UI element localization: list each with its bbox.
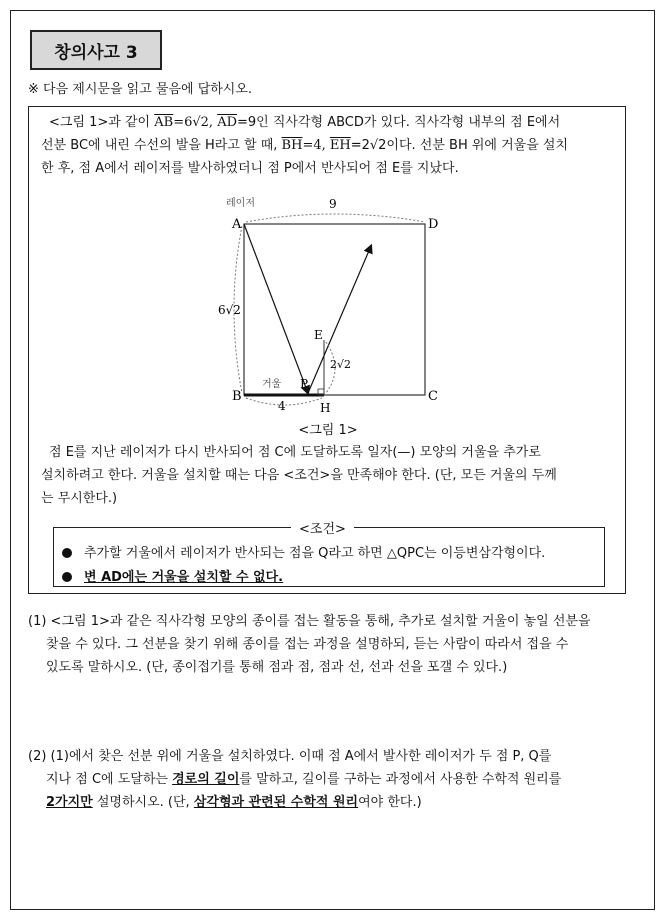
segment-ab: $\overline{AB}$	[154, 115, 174, 130]
emphasis-path-length: 경로의 길이	[172, 772, 240, 787]
point-label-e: E	[314, 328, 323, 342]
dim-arc-ad	[246, 214, 425, 222]
point-label-b: B	[232, 389, 242, 404]
page-title-text: 창의사고 3	[54, 42, 138, 63]
point-label-d: D	[428, 217, 439, 232]
condition-item-1: 추가할 거울에서 레이저가 반사되는 점을 Q라고 하면 △QPC는 이등변삼각형이다.	[62, 542, 545, 561]
instruction-note: ※ 다음 제시문을 읽고 물음에 답하시오.	[28, 82, 253, 97]
question-line: (1) <그림 1>과 같은 직사각형 모양의 종이를 접는 활동을 통해, 추가로 설치할 거울이 놓일 선분을	[28, 614, 591, 629]
length-label-ab: 6√2	[218, 303, 241, 317]
point-label-c: C	[428, 389, 438, 404]
length-label-eh: 2√2	[330, 358, 352, 371]
question-line: 2가지만 설명하시오. (단, 삼각형과 관련된 수학적 원리여야 한다.)	[46, 795, 422, 810]
question-line: 있도록 말하시오. (단, 종이접기를 통해 점과 점, 점과 선, 선과 선을 포갤 수 있다.)	[46, 660, 508, 675]
passage-line: <그림 1>과 같이 $\overline{AB}=6√2$, $\overline{AD}=9$인 직사각형 ABCD가 있다. 직사각형 내부의 점 E에서	[49, 115, 561, 130]
question-line: 찾을 수 있다. 그 선분을 찾기 위해 종이를 접는 과정을 설명하되, 듣는 사람이 따라서 접을 수	[46, 637, 569, 652]
question-1	[28, 610, 634, 679]
laser-label: 레이저	[226, 198, 255, 209]
passage-line: 설치하려고 한다. 거울을 설치할 때는 다음 <조건>을 만족해야 한다. (단, 모든 거울의 두께	[41, 468, 557, 483]
passage-paragraph-2	[41, 441, 615, 510]
passage-line: 점 E를 지난 레이저가 다시 반사되어 점 C에 도달하도록 일자(—) 모양의 거울을 추가로	[49, 445, 541, 460]
passage-line: 한 후, 점 A에서 레이저를 발사하였더니 점 P에서 반사되어 점 E를 지났다.	[41, 161, 459, 176]
condition-item-2: 변 AD에는 거울을 설치할 수 없다.	[62, 566, 283, 585]
question-line: (2) (1)에서 찾은 선분 위에 거울을 설치하였다. 이때 점 A에서 발사한 레이저가 두 점 P, Q를	[28, 749, 552, 764]
figure-1-diagram	[214, 194, 444, 414]
laser-ray-ap	[244, 224, 308, 393]
question-2	[28, 745, 634, 814]
mirror-label: 거울	[262, 379, 282, 390]
question-line: 지나 점 C에 도달하는 경로의 길이를 말하고, 길이를 구하는 과정에서 사용한 수학적 원리를	[46, 772, 562, 787]
conditions-box	[53, 522, 605, 587]
passage-line: 선분 BC에 내린 수선의 발을 H라고 할 때, $\overline{BH}=4$, $\overline{EH}=2√2$이다. 선분 BH 위에 거울을 설치	[41, 138, 569, 153]
point-label-p: P	[300, 377, 309, 391]
bullet-icon	[62, 572, 72, 582]
emphasis-triangle-principle: 삼각형과 관련된 수학적 원리	[193, 795, 359, 810]
point-label-a: A	[232, 217, 242, 232]
conditions-title: <조건>	[291, 518, 354, 537]
passage-paragraph-1	[41, 111, 615, 180]
segment-ad: $\overline{AD}$	[217, 115, 237, 130]
length-label-bh: 4	[278, 399, 286, 413]
passage-line: 는 무시한다.)	[41, 491, 118, 506]
length-label-ad: 9	[329, 197, 337, 211]
segment-bh: $\overline{BH}$	[281, 138, 303, 153]
page-title	[30, 30, 162, 70]
segment-eh: $\overline{EH}$	[329, 138, 351, 153]
point-label-h: H	[320, 401, 331, 414]
bullet-icon	[62, 548, 72, 558]
passage-box	[28, 106, 626, 594]
emphasis-two-only: 2가지만	[46, 795, 93, 810]
figure-caption: <그림 1>	[298, 423, 358, 438]
